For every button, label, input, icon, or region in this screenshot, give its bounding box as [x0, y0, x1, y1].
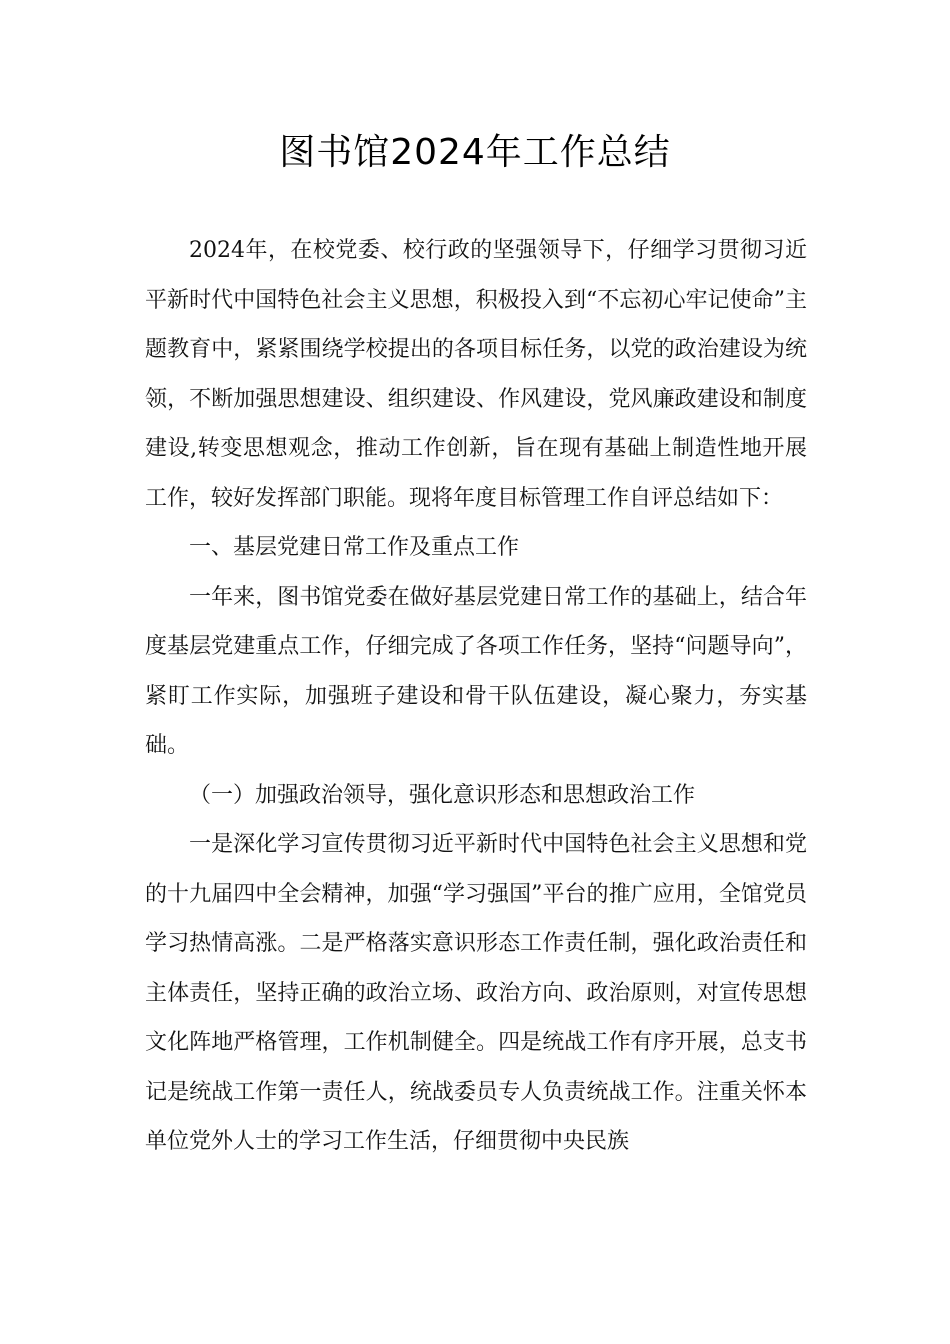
document-body [145, 226, 807, 1167]
document-title: 图书馆2024年工作总结 [279, 132, 671, 173]
section-heading-1: 一、基层党建日常工作及重点工作 [189, 535, 520, 560]
paragraph-intro: 2024年，在校党委、校行政的坚强领导下，仔细学习贯彻习近平新时代中国特色社会主义思想，积极投入到“不忘初心牢记使命”主题教育中，紧紧围绕学校提出的各项目标任务，以党的政治建设为统领，不断加强思想建设、组织建设、作风建设，党风廉政建设和制度建设,转变思想观念，推动工作创新，旨在现有基础上制造性地开展工作，较好发挥部门职能。现将年度目标管理工作自评总结如下： [145, 238, 807, 511]
paragraph-subsection-1: 一是深化学习宣传贯彻习近平新时代中国特色社会主义思想和党的十九届四中全会精神，加强“学习强国”平台的推广应用，全馆党员学习热情高涨。二是严格落实意识形态工作责任制，强化政治责任和主体责任，坚持正确的政治立场、政治方向、政治原则，对宣传思想文化阵地严格管理，工作机制健全。四是统战工作有序开展，总支书记是统战工作第一责任人，统战委员专人负责统战工作。注重关怀本单位党外人士的学习工作生活，仔细贯彻中央民族 [145, 832, 807, 1154]
subsection-heading-1: （一）加强政治领导，强化意识形态和思想政治工作 [189, 782, 696, 808]
paragraph-section-1: 一年来，图书馆党委在做好基层党建日常工作的基础上，结合年度基层党建重点工作，仔细完成了各项工作任务，坚持“问题导向”，紧盯工作实际，加强班子建设和骨干队伍建设，凝心聚力，夯实基础。 [145, 584, 807, 758]
